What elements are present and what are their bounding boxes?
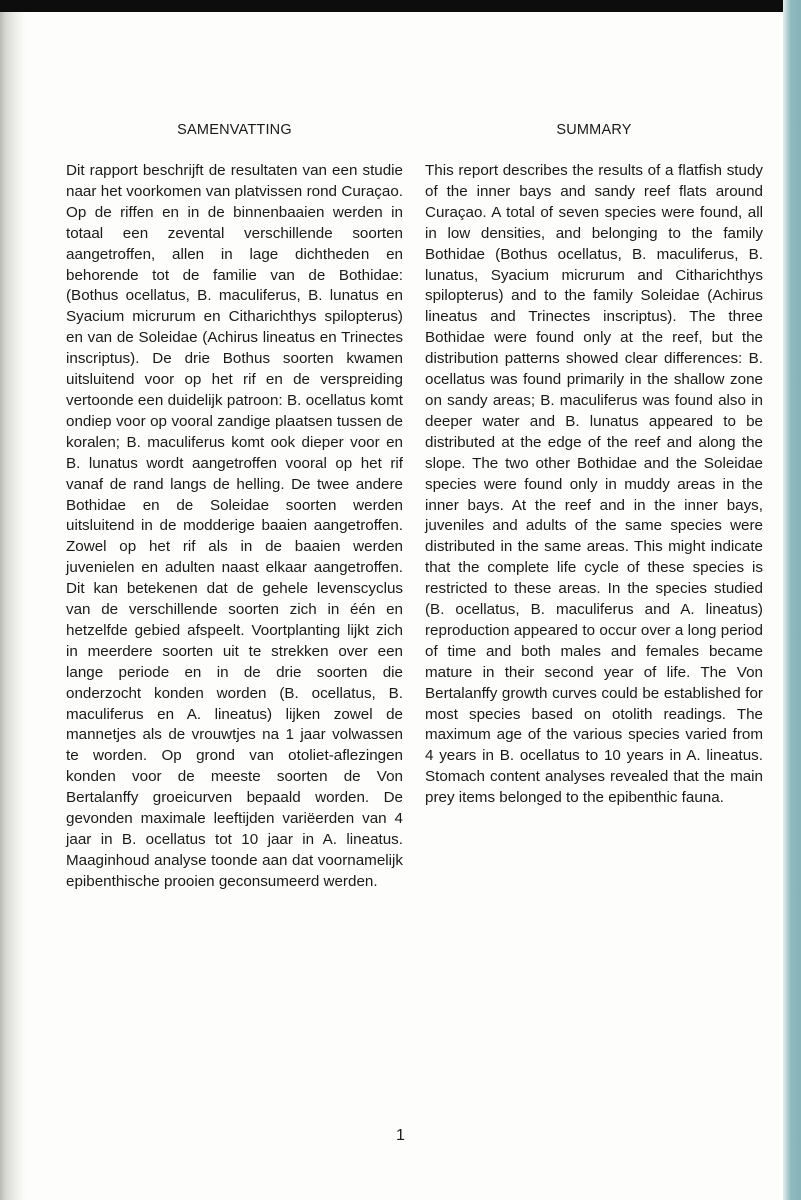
page-binding-shadow <box>0 12 26 1200</box>
samenvatting-heading: SAMENVATTING <box>177 122 292 138</box>
samenvatting-column <box>66 120 403 893</box>
summary-text: This report describes the results of a flatfish study of the inner bays and sandy reef flats around Curaçao. A total of seven species were found, all in low densities, and belonging to the family Bothidae (Bothus ocellatus, B. maculiferus, B. lunatus, Syacium micrurum and Citharichthys spilopterus) and to the family Soleidae (Achirus lineatus and Trinectes inscriptus). The three Bothidae were found only at the reef, but the distribution patterns showed clear differences: B. ocellatus was found primarily in the shallow zone on sandy areas; B. maculiferus was found also in deeper water and B. lunatus appeared to be distributed at the edge of the reef and along the slope. The two other Bothidae and the Soleidae species were found only in muddy areas in the inner bays. At the reef and in the inner bays, juveniles and adults of the same species were distributed in the same areas. This might indicate that the complete life cycle of these species is restricted to these areas. In the species studied (B. ocellatus, B. maculiferus and A. lineatus) reproduction appeared to occur over a long period of time and both males and females became mature in their second year of life. The Von Bertalanffy growth curves could be established for most species based on otolith readings. The maximum age of the various species varied from 4 years in B. ocellatus to 10 years in A. lineatus. Stomach content analyses revealed that the main prey items belonged to the epibenthic fauna. <box>425 162 763 807</box>
page-edge-cover <box>783 0 801 1200</box>
summary-heading: SUMMARY <box>556 122 632 138</box>
samenvatting-text: Dit rapport beschrijft de resultaten van een studie naar het voorkomen van platvissen rond Curaçao. Op de riffen en in de binnenbaaien werden in totaal een zevental verschillende soorten aangetroffen, allen in lage dichtheden en behorende tot de familie van de Bothidae: (Bothus ocellatus, B. maculiferus, B. lunatus en Syacium micrurum en Citharichthys spilopterus) en van de Soleidae (Achirus lineatus en Trinectes inscriptus). De drie Bothus soorten kwamen uitsluitend voor op het rif en de verspreiding vertoonde een duidelijk patroon: B. ocellatus komt ondiep voor op vooral zandige plaatsen tussen de koralen; B. maculiferus komt ook dieper voor en B. lunatus wordt aangetroffen vooral op het rif vanaf de rand langs de helling. De twee andere Bothidae en de Soleidae soorten werden uitsluitend in de modderige baaien aangetroffen. Zowel op het rif als in de baaien werden juvenielen en adulten naast elkaar aangetroffen. Dit kan betekenen dat de gehele levenscyclus van de verschillende soorten zich in één en hetzelfde gebied afspeelt. Voortplanting lijkt zich in meerdere soorten uit te strekken over een lange periode en in de drie soorten die onderzocht konden worden (B. ocellatus, B. maculiferus en A. lineatus) lijken zowel de mannetjes als de vrouwtjes na 1 jaar volwassen te worden. Op grond van otoliet-aflezingen konden voor de meeste soorten de Von Bertalanffy groeicurven bepaald worden. De gevonden maximale leeftijden variëerden van 4 jaar in B. ocellatus tot 10 jaar in A. lineatus. Maaginhoud analyse toonde aan dat voornamelijk epibenthische prooien geconsumeerd werden. <box>66 162 403 890</box>
scan-top-border <box>0 0 801 12</box>
page-number: 1 <box>396 1127 405 1144</box>
summary-column <box>425 120 763 809</box>
